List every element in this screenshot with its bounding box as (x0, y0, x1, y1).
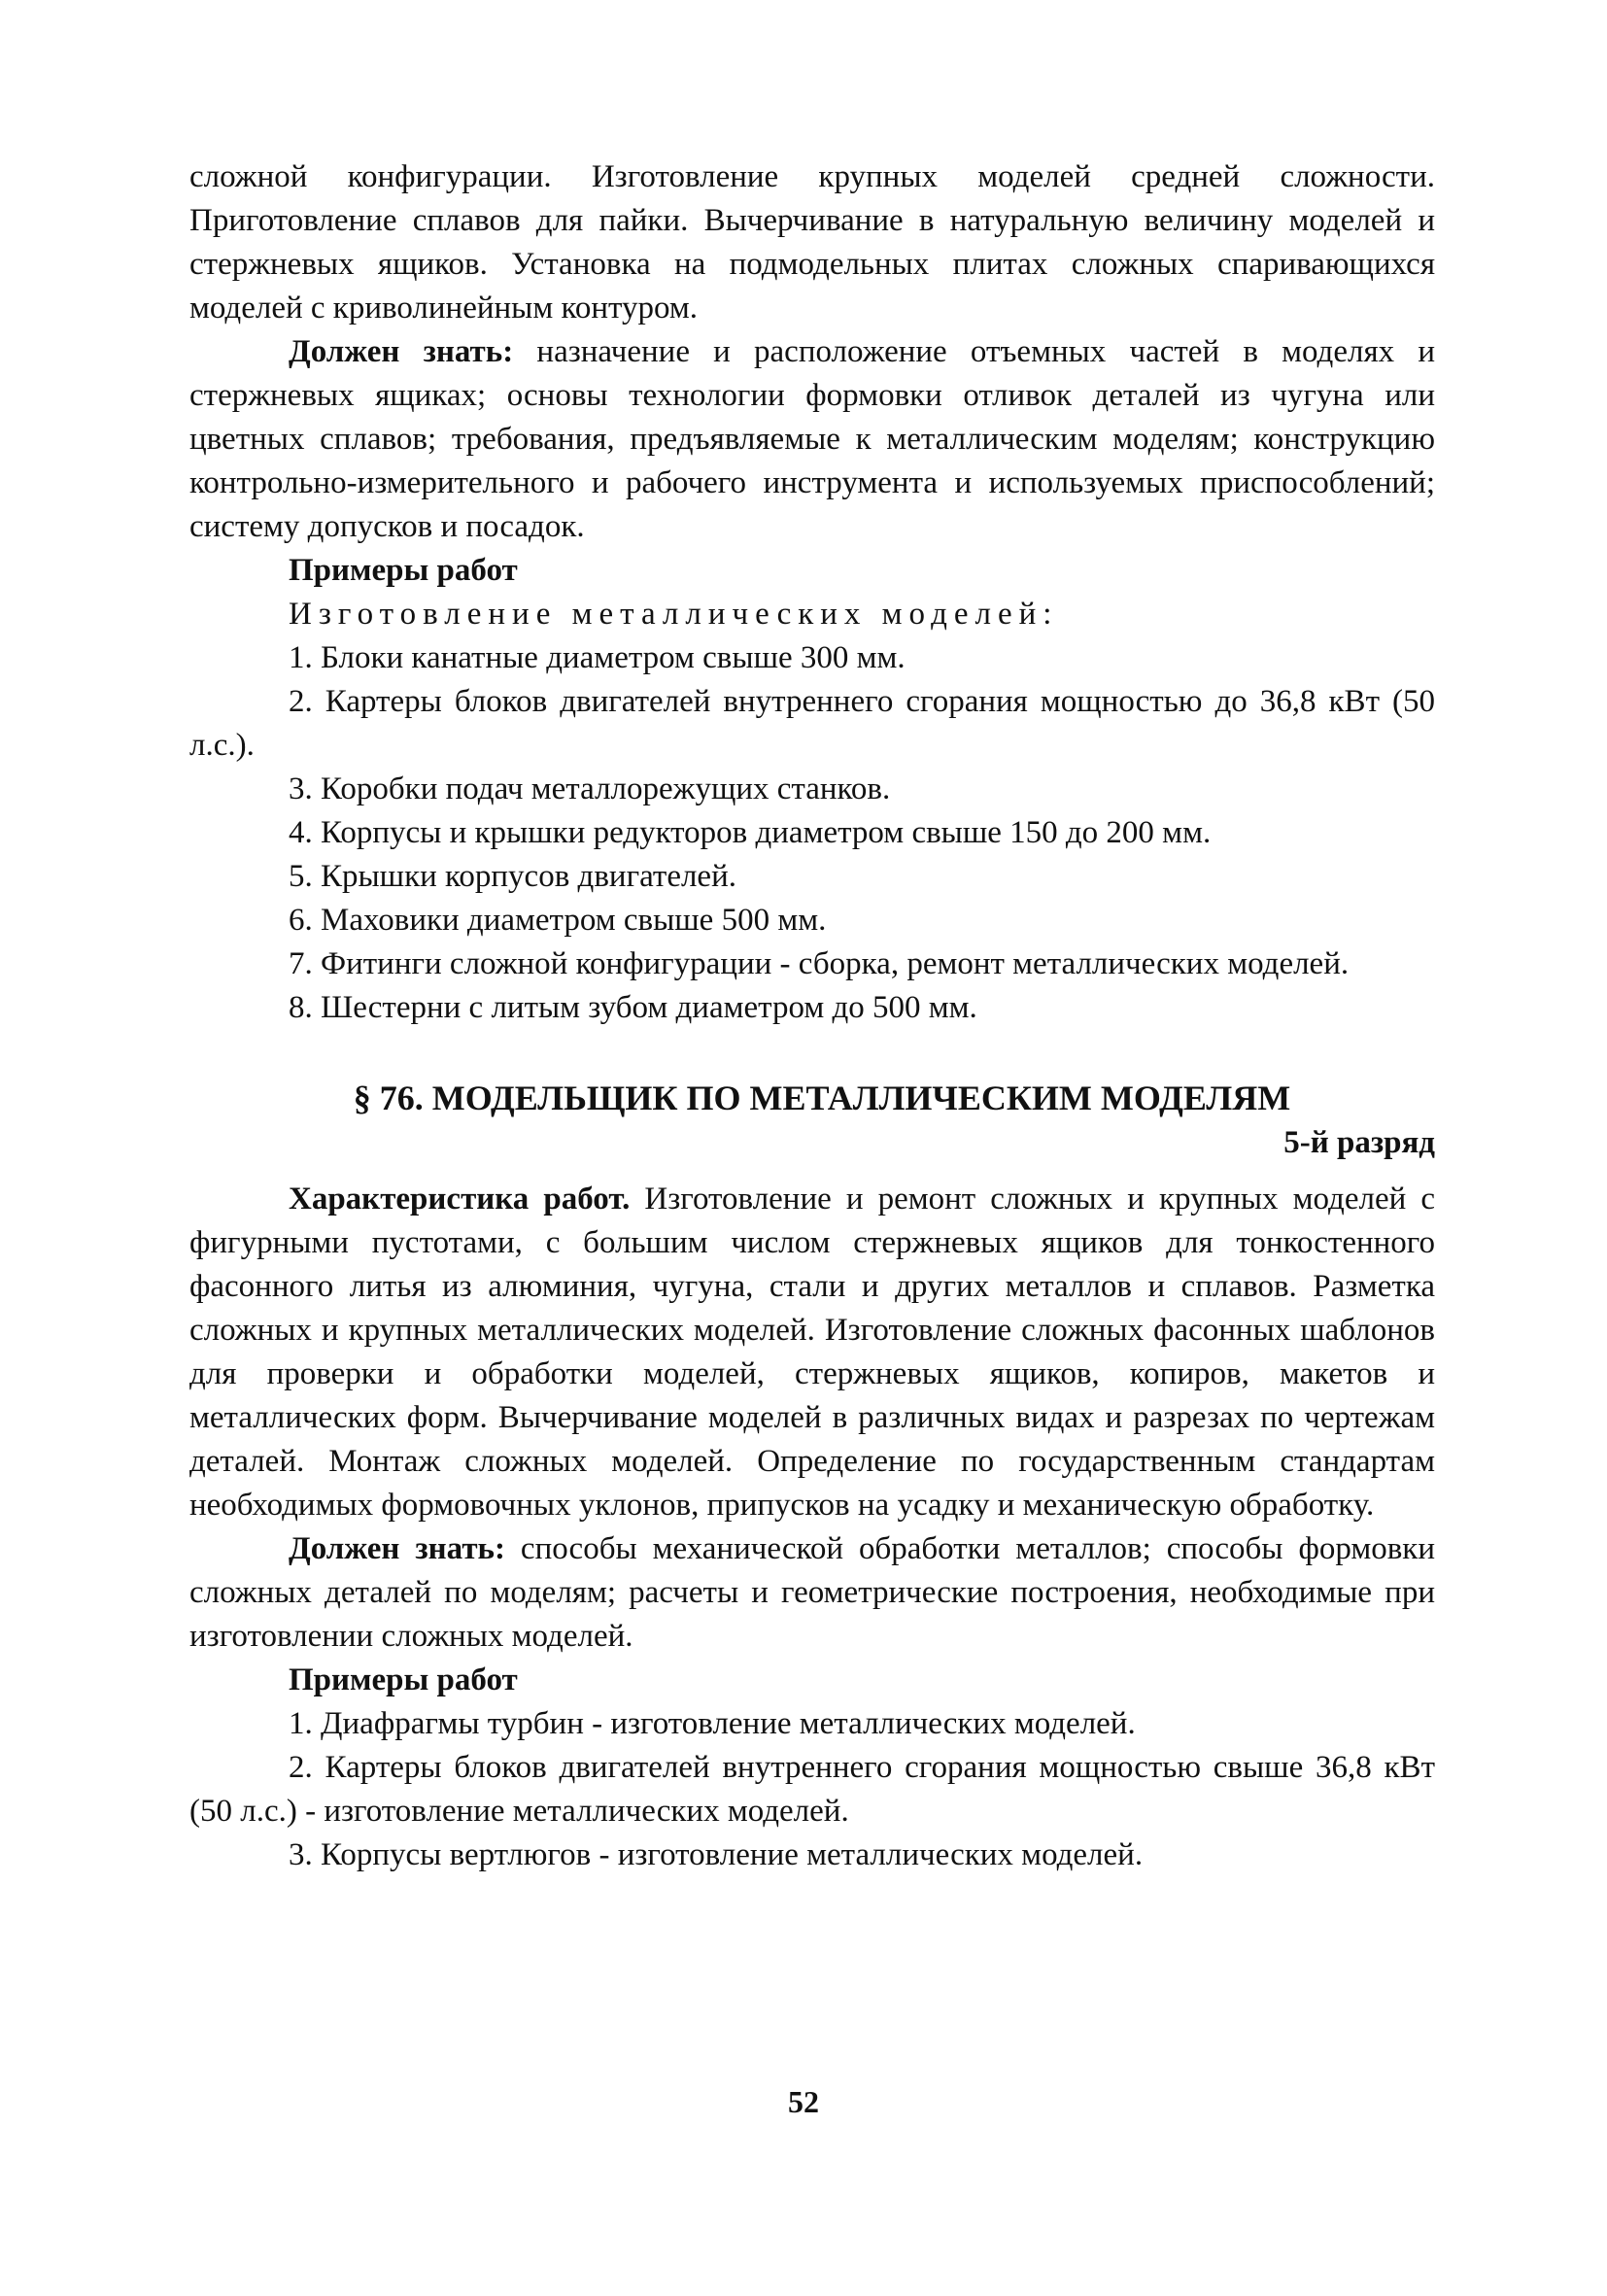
section-title: § 76. МОДЕЛЬЩИК ПО МЕТАЛЛИЧЕСКИМ МОДЕЛЯМ (353, 1079, 1291, 1117)
knowledge-text: способы механической обработки металлов; способы формовки сложных деталей по моделям; расчеты и геометрические построения, необходимые при изготовлении сложных моделей. (189, 1531, 1435, 1654)
characteristics-label: Характеристика работ. (289, 1182, 631, 1217)
list-item: 3. Коробки подач металлорежущих станков. (289, 771, 891, 806)
examples-heading-grade4: Примеры работ (289, 553, 518, 588)
list-item: 4. Корпусы и крышки редукторов диаметром свыше 150 до 200 мм. (289, 815, 1212, 850)
list-item: 1. Диафрагмы турбин - изготовление металлических моделей. (289, 1706, 1136, 1741)
examples-heading-grade5: Примеры работ (289, 1662, 518, 1697)
grade-label: 5-й разряд (1283, 1125, 1435, 1160)
list-item: 1. Блоки канатные диаметром свыше 300 мм. (289, 640, 906, 675)
list-item: 5. Крышки корпусов двигателей. (289, 859, 736, 894)
knowledge-paragraph-grade5 (189, 1527, 1435, 1659)
list-item: 3. Корпусы вертлюгов - изготовление металлических моделей. (289, 1837, 1144, 1872)
knowledge-label: Должен знать: (289, 1531, 505, 1566)
knowledge-label: Должен знать: (289, 334, 514, 369)
list-item: 2. Картеры блоков двигателей внутреннего сгорания мощностью до 36,8 кВт (50 л.с.). (189, 684, 1435, 763)
knowledge-text: назначение и расположение отъемных частей в моделях и стержневых ящиках; основы технологии формовки отливок деталей из чугуна или цветных сплавов; требования, предъявляемые к металлическим моделям; конструкцию контрольно-измерительного и рабочего инструмента и используемых приспособлений; систему допусков и посадок. (189, 334, 1435, 544)
page-number: 52 (788, 2084, 819, 2119)
list-item: 2. Картеры блоков двигателей внутреннего сгорания мощностью свыше 36,8 кВт (50 л.с.) - изготовление металлических моделей. (189, 1750, 1435, 1829)
examples-subheading: Изготовление металлических моделей: (289, 597, 1059, 632)
list-item: 6. Маховики диаметром свыше 500 мм. (289, 903, 827, 938)
intro-paragraph: сложной конфигурации. Изготовление крупных моделей средней сложности. Приготовление сплавов для пайки. Вычерчивание в натуральную величину моделей и стержневых ящиков. Установка на подмодельных плитах сложных спаривающихся моделей с криволинейным контуром. (189, 159, 1435, 326)
knowledge-paragraph-grade4 (189, 330, 1435, 549)
characteristics-text: Изготовление и ремонт сложных и крупных моделей с фигурными пустотами, с большим числом стержневых ящиков для тонкостенного фасонного литья из алюминия, чугуна, стали и других металлов и сплавов. Разметка сложных и крупных металлических моделей. Изготовление сложных фасонных шаблонов для проверки и обработки моделей, стержневых ящиков, копиров, макетов и металлических форм. Вычерчивание моделей в различных видах и разрезах по чертежам деталей. Монтаж сложных моделей. Определение по государственным стандартам необходимых формовочных уклонов, припусков на усадку и механическую обработку. (189, 1182, 1435, 1523)
list-item: 7. Фитинги сложной конфигурации - сборка, ремонт металлических моделей. (289, 946, 1350, 981)
document-page (189, 155, 1435, 1877)
list-item: 8. Шестерни с литым зубом диаметром до 500 мм. (289, 990, 977, 1025)
characteristics-paragraph (189, 1178, 1435, 1527)
